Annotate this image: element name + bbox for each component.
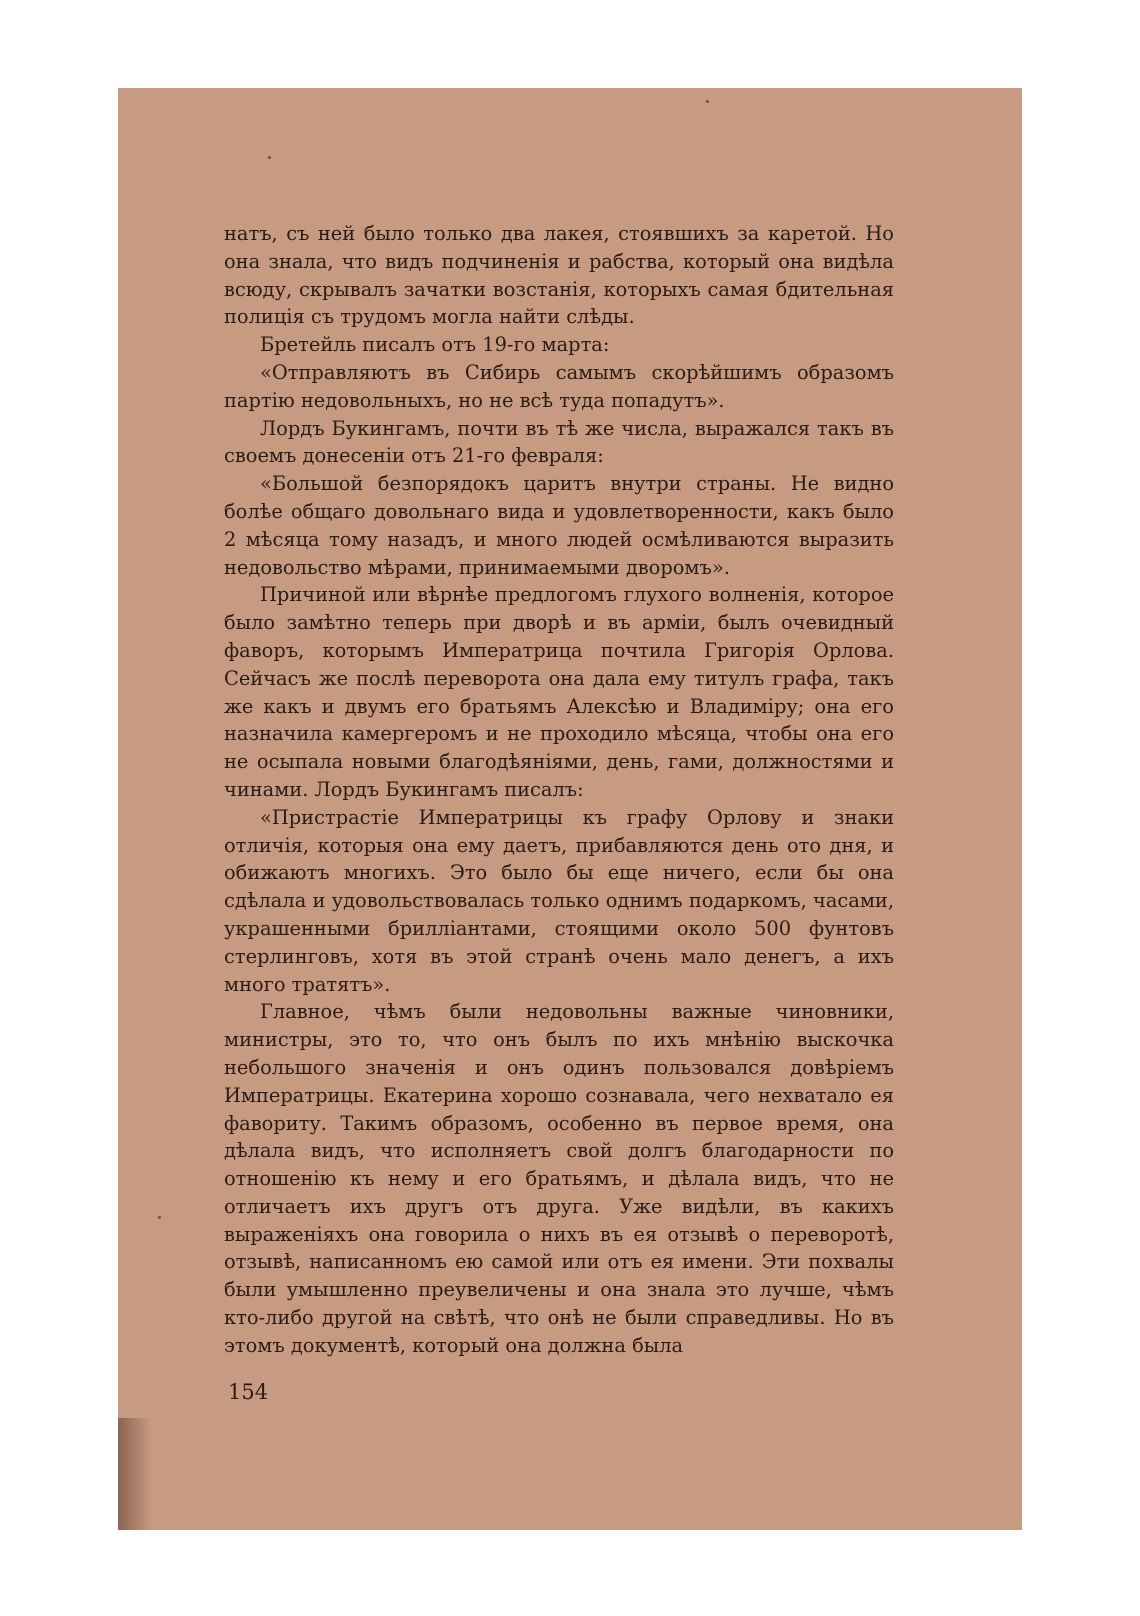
paragraph: Причиной или вѣрнѣе предлогомъ глухого волненія, которое было замѣтно теперь при дворѣ и въ арміи, былъ очевидный фаворъ, которымъ Императрица почтила Григорія Орлова. Сейчасъ же послѣ переворота она дала ему титулъ графа, такъ же какъ и двумъ его братьямъ Алексѣю и Владиміру; она его назначила камергеромъ и не проходило мѣсяца, чтобы она его не осыпала новыми благодѣяніями, день, гами, должностями и чинами. Лордъ Букингамъ писалъ:: [224, 583, 894, 801]
paragraph: натъ, съ ней было только два лакея, стоявшихъ за каретой. Но она знала, что видъ подчиненія и рабства, который она видѣла всюду, скрывалъ зачатки возстанія, которыхъ самая бдительная полиція съ трудомъ могла найти слѣды.: [224, 222, 894, 329]
page-number: 154: [228, 1380, 269, 1404]
body-text: [224, 220, 894, 1360]
paragraph: Лордъ Букингамъ, почти въ тѣ же числа, выражался такъ въ своемъ донесеніи отъ 21-го февраля:: [224, 416, 894, 468]
scanned-page: [118, 88, 1022, 1530]
binding-shadow: [118, 1418, 152, 1530]
paper-speck: [268, 156, 271, 159]
quote-paragraph: «Пристрастіе Императрицы къ графу Орлову и знаки отличія, которыя она ему даетъ, прибавляются день ото дня, и обижаютъ многихъ. Это было бы еще ничего, если бы она сдѣлала и удовольствовалась только однимъ подаркомъ, часами, украшенными брилліантами, стоящими около 500 фунтовъ стерлинговъ, хотя въ этой странѣ очень мало денегъ, а ихъ много тратятъ».: [224, 805, 894, 996]
paper-speck: [158, 1216, 161, 1219]
quote-paragraph: «Отправляютъ въ Сибирь самымъ скорѣйшимъ образомъ партію недовольныхъ, но не всѣ туда попадутъ».: [224, 360, 894, 412]
paragraph: Бретейль писалъ отъ 19-го марта:: [260, 333, 610, 357]
paragraph: Главное, чѣмъ были недовольны важные чиновники, министры, это то, что онъ былъ по ихъ мнѣнію выскочка небольшого значенія и онъ одинъ пользовался довѣріемъ Императрицы. Екатерина хорошо сознавала, чего нехватало ея фавориту. Такимъ образомъ, особенно въ первое время, она дѣлала видъ, что исполняетъ свой долгъ благодарности по отношенію къ нему и его братьямъ, и дѣлала видъ, что не отличаетъ ихъ другъ отъ друга. Уже видѣли, въ какихъ выраженіяхъ она говорила о нихъ въ ея отзывѣ о переворотѣ, отзывѣ, написанномъ ею самой или отъ ея имени. Эти похвалы были умышленно преувеличены и она знала это лучше, чѣмъ кто-либо другой на свѣтѣ, что онѣ не были справедливы. Но въ этомъ документѣ, который она должна была: [224, 1000, 894, 1357]
paper-speck: [706, 100, 709, 103]
quote-paragraph: «Большой безпорядокъ царитъ внутри страны. Не видно болѣе общаго довольнаго вида и удовлетворенности, какъ было 2 мѣсяца тому назадъ, и много людей осмѣливаются выразить недовольство мѣрами, принимаемыми дворомъ».: [224, 472, 894, 579]
